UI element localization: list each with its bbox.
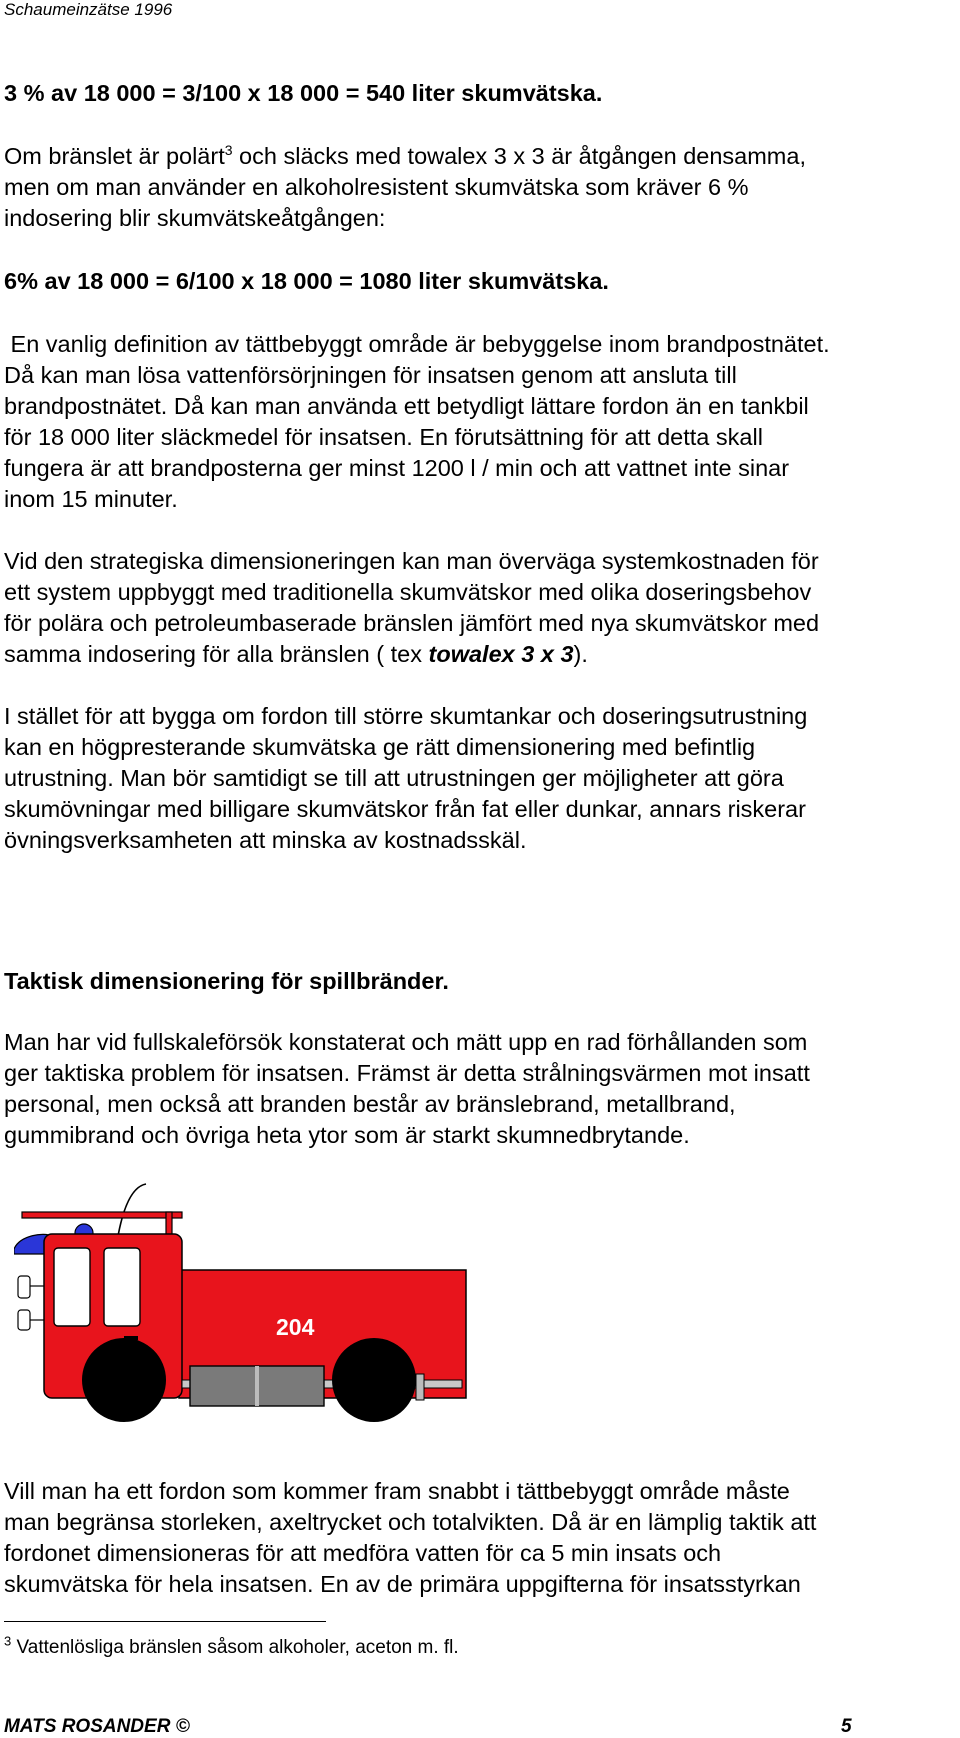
text-line: En vanlig definition av tättbebyggt område är bebyggelse inom brandpostnätet. — [4, 331, 830, 357]
text-line-a: samma indosering för alla bränslen ( tex — [4, 641, 429, 667]
text-line: för 18 000 liter släckmedel för insatsen. En förutsättning för att detta skall — [4, 424, 763, 450]
text-line: ger taktiska problem för insatsen. Främst är detta strålningsvärmen mot insatt — [4, 1060, 810, 1086]
running-header: Schaumeinzätse 1996 — [4, 0, 173, 19]
calc-3-percent: 3 % av 18 000 = 3/100 x 18 000 = 540 liter skumvätska. — [4, 80, 603, 106]
cab-window-left — [54, 1248, 90, 1326]
side-mirror — [18, 1276, 44, 1330]
footnote-marker: 3 — [4, 1633, 12, 1649]
rear-wheel — [332, 1338, 416, 1422]
text-line: gummibrand och övriga heta ytor som är starkt skumnedbrytande. — [4, 1122, 690, 1148]
text-line: för polära och petroleumbaserade bränslen jämfört med nya skumvätskor med — [4, 610, 820, 636]
text-line: övningsverksamheten att minska av kostnadsskäl. — [4, 827, 527, 853]
front-wheel — [82, 1338, 166, 1422]
fire-truck-illustration — [14, 1180, 474, 1424]
text-line: inom 15 minuter. — [4, 486, 178, 512]
footnote-text: Vattenlösliga bränslen såsom alkoholer, aceton m. fl. — [11, 1637, 459, 1658]
text-line: fordonet dimensioneras för att medföra vatten för ca 5 min insats och — [4, 1540, 722, 1566]
footnote-ref-3: 3 — [224, 142, 233, 159]
polar-line-3: indosering blir skumvätskeåtgången: — [4, 205, 386, 231]
text-line: ett system uppbyggt med traditionella skumvätskor med olika doseringsbehov — [4, 579, 812, 605]
paragraph-hydrant-network — [4, 329, 954, 515]
text-line: skumövningar med billigare skumvätskor från fat eller dunkar, annars riskerar — [4, 796, 806, 822]
footnote — [4, 1633, 459, 1660]
text-line: kan en högpresterande skumvätska ge rätt dimensionering med befintlig — [4, 734, 756, 760]
footer-author: MATS ROSANDER © — [4, 1716, 190, 1737]
text-line: utrustning. Man bör samtidigt se till att utrustningen ger möjligheter att göra — [4, 765, 784, 791]
section-heading: Taktisk dimensionering för spillbränder. — [4, 968, 449, 994]
text-line: I stället för att bygga om fordon till större skumtankar och doseringsutrustning — [4, 703, 808, 729]
text-line: fungera är att brandposterna ger minst 1200 l / min och att vattnet inte sinar — [4, 455, 790, 481]
text-line: man begränsa storleken, axeltrycket och totalvikten. Då är en lämplig taktik att — [4, 1509, 817, 1535]
paragraph-fullscale — [4, 1027, 954, 1151]
calc-6-percent: 6% av 18 000 = 6/100 x 18 000 = 1080 liter skumvätska. — [4, 268, 609, 294]
text-line: Då kan man lösa vattenförsörjningen för insatsen genom att ansluta till — [4, 362, 737, 388]
towalex-emphasis: towalex 3 x 3 — [428, 641, 574, 667]
footnote-separator — [4, 1621, 326, 1622]
ladder-rail — [22, 1212, 182, 1218]
text-line: Vid den strategiska dimensioneringen kan man överväga systemkostnaden för — [4, 548, 819, 574]
polar-line-2: men om man använder en alkoholresistent skumvätska som kräver 6 % — [4, 174, 749, 200]
paragraph-vehicle — [4, 1476, 954, 1600]
paragraph-rebuild — [4, 701, 954, 856]
text-line: Vill man ha ett fordon som kommer fram snabbt i tättbebyggt område måste — [4, 1478, 790, 1504]
rear-light — [416, 1374, 424, 1400]
text-line: skumvätska för hela insatsen. En av de primära uppgifterna för insatsstyrkan — [4, 1571, 801, 1597]
truck-number: 204 — [276, 1314, 315, 1340]
polar-text-a: Om bränslet är polärt — [4, 143, 225, 169]
text-line-b: ). — [573, 641, 588, 667]
text-line: Man har vid fullskaleförsök konstaterat och mätt upp en rad förhållanden som — [4, 1029, 808, 1055]
cab-window-right — [104, 1248, 140, 1326]
page-number: 5 — [841, 1716, 852, 1737]
polar-text-b: och släcks med towalex 3 x 3 är åtgången densamma, — [232, 143, 806, 169]
text-line: personal, men också att branden består av bränslebrand, metallbrand, — [4, 1091, 736, 1117]
text-line: brandpostnätet. Då kan man använda ett betydligt lättare fordon än en tankbil — [4, 393, 809, 419]
paragraph-polar-fuel — [4, 141, 954, 234]
paragraph-strategic — [4, 546, 954, 670]
